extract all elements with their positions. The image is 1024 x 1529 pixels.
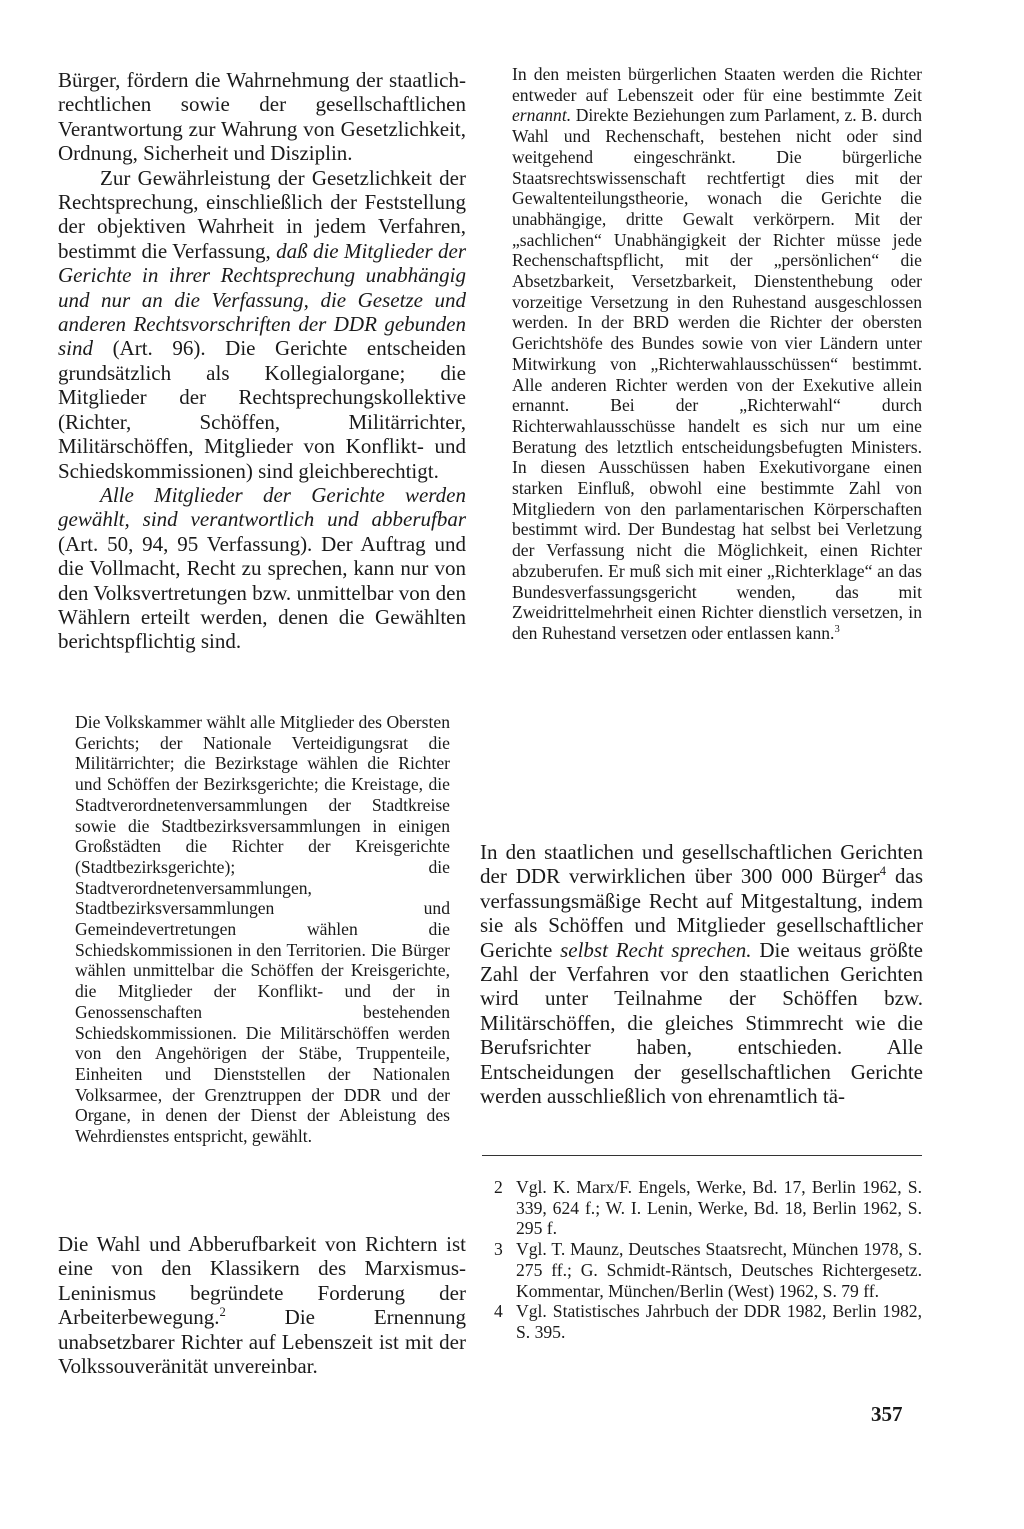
paragraph-ddr-italic: selbst Recht sprechen. (560, 937, 752, 962)
footnote-text: Vgl. T. Maunz, Deutsches Staatsrecht, München 1978, S. 275 ff.; G. Schmidt-Räntsch, Deutsches Richtergesetz. Kommentar, München/Berlin (West) 1962, S. 79 ff. (516, 1239, 922, 1301)
right-column-small-print (512, 64, 922, 644)
footnote-divider (482, 1155, 922, 1156)
footnote-4 (494, 1301, 922, 1342)
small-print-text-a: In den meisten bürgerlichen Staaten werden die Richter entweder auf Lebenszeit oder für eine bestimmte Zeit (512, 64, 922, 105)
paragraph-election-judges (58, 1232, 466, 1378)
paragraph-3-italic: Alle Mitglieder der Gerichte werden gewählt, sind verantwortlich und abberufbar (58, 482, 466, 532)
footnotes (494, 1177, 922, 1343)
left-column-main-text (58, 68, 466, 654)
paragraph-1-text: Bürger, fördern die Wahrnehmung der staatlich-rechtlichen sowie der gesellschaftlichen Verantwortung zur Wahrung von Gesetzlichkeit, Ordnung, Sicherheit und Disziplin. (58, 68, 466, 166)
small-print-italic: ernannt. (512, 105, 572, 126)
footnote-number: 2 (494, 1177, 503, 1197)
footnote-ref-4: 4 (879, 864, 887, 879)
paragraph-1 (58, 68, 466, 166)
left-column-small-print (75, 712, 450, 1147)
page-number: 357 (871, 1402, 903, 1426)
paragraph-2-italic: daß die Mitglieder der Gerichte in ihrer Rechtsprechung unabhängig und nur an die Verfassung, die Gesetze und anderen Rechtsvorschriften der DDR gebunden sind (58, 238, 466, 361)
footnote-ref-3: 3 (834, 624, 840, 636)
small-print-bourgeois-states (512, 64, 922, 644)
paragraph-ddr-text-a: In den staatlichen und gesellschaftlichen Gerichten der DDR verwirklichen über 300 000 Bürger (480, 840, 923, 889)
paragraph-ddr-text-c: Die weitaus größte Zahl der Verfahren vor den staatlichen Gerichten wird unter Teilnahme der Schöffen bzw. Militärschöffen, die gleiches Stimmrecht wie die Berufsrichter haben, entschieden. Alle Entscheidungen der gesellschaftlichen Gerichte werden ausschließlich von ehrenamtlich tä- (480, 937, 923, 1109)
paragraph-election-text-a: Die Wahl und Abberufbarkeit von Richtern ist eine von den Klassikern des Marxismus-Leninismus begründete Forderung der Arbeiterbewegung. (58, 1232, 466, 1330)
left-column-bottom-text (58, 1232, 466, 1378)
small-print-election-text: Die Volkskammer wählt alle Mitglieder des Obersten Gerichts; der Nationale Verteidigungsrat die Militärrichter; die Bezirkstage wählen die Richter und Schöffen der Bezirksgerichte; die Kreistage, die Stadtverordnetenversammlungen der Stadtkreise sowie die Stadtbezirksversammlungen in einigen Großstädten die Richter der Kreisgerichte (Stadtbezirksgerichte); die Stadtverordnetenversammlungen, Stadtbezirksversammlungen und Gemeindevertretungen wählen die Schiedskommissionen in den Territorien. Die Bürger wählen unmittelbar die Schöffen der Kreisgerichte, die Mitglieder der Konflikt- und der in Genossenschaften bestehenden Schiedskommissionen. Die Militärschöffen werden von den Angehörigen der Stäbe, Truppenteile, Einheiten und Dienststellen der Nationalen Volksarmee, der Grenztruppen der DDR und der Organe, in denen der Dienst der Ableistung des Wehrdienstes entspricht, gewählt. (75, 712, 450, 1147)
paragraph-2-text-b: (Art. 96). Die Gerichte entscheiden grundsätzlich als Kollegialorgane; die Mitglieder der Rechtsprechungskollektive (Richter, Schöffen, Militärrichter, Militärschöffen, Mitglieder von Konflikt- und Schiedskommissionen) sind gleichberechtigt. (58, 336, 466, 483)
footnote-ref-2: 2 (219, 1305, 226, 1320)
footnote-text: Vgl. Statistisches Jahrbuch der DDR 1982, Berlin 1982, S. 395. (516, 1301, 922, 1342)
right-column-main-text (480, 840, 923, 1108)
footnote-number: 4 (494, 1301, 503, 1322)
footnote-3 (494, 1239, 922, 1301)
paragraph-ddr-courts (480, 840, 923, 1108)
paragraph-election-text-b: Die Ernennung unabsetzbarer Richter auf Lebenszeit ist mit der Volkssouveränität unvereinbar. (58, 1305, 466, 1379)
paragraph-2 (58, 166, 466, 483)
paragraph-ddr-text-b: das verfassungsmäßige Recht auf Mitgestaltung, indem sie als Schöffen und Mitglieder gesellschaftlicher Gerichte (480, 864, 923, 962)
footnote-text: Vgl. K. Marx/F. Engels, Werke, Bd. 17, Berlin 1962, S. 339, 624 f.; W. I. Lenin, Werke, Bd. 18, Berlin 1962, S. 295 f. (516, 1177, 922, 1239)
small-print-text-b: Direkte Beziehungen zum Parlament, z. B. durch Wahl und Rechenschaft, bestehen nicht oder sind weitgehend eingeschränkt. Die bürgerliche Staatsrechtswissenschaft rechtfertigt dies mit der Gewaltenteilungstheorie, wonach die Gerichte die unabhängige, dritte Gewalt verkörpern. Mit der „sachlichen“ Unabhängigkeit der Richter müsse jede Rechenschaftspflicht, mit der „persönlichen“ die Absetzbarkeit, Versetzbarkeit, Dienstenthebung oder vorzeitige Versetzung in den Ruhestand ausgeschlossen werden. In der BRD werden die Richter der obersten Gerichtshöfe des Bundes sowie von vier Ländern unter Mitwirkung von „Richterwahlausschüssen“ bestimmt. Alle anderen Richter werden von der Exekutive allein ernannt. Bei der „Richterwahl“ durch Richterwahlausschüsse handelt es sich nur um eine Beratung des letztlich entscheidungsbefugten Ministers. In diesen Ausschüssen haben Exekutivorgane einen starken Einfluß, obwohl eine bestimmte Zahl von Mitgliedern von den parlamentarischen Körperschaften bestimmt wird. Der Bundestag hat selbst bei Verletzung der Verfassung nicht die Möglichkeit, einen Richter abzuberufen. Er muß sich mit einer „Richterklage“ an das Bundesverfassungsgericht wenden, das mit Zweidrittelmehrheit einen Richter dienstlich versetzen, in den Ruhestand versetzen oder entlassen kann. (512, 105, 922, 643)
footnote-number: 3 (494, 1239, 503, 1260)
paragraph-3-text: (Art. 50, 94, 95 Verfassung). Der Auftrag und die Vollmacht, Recht zu sprechen, kann nur von den Volksvertretungen bzw. unmittelbar von den Wählern erteilt werden, denen die Gewählten berichtspflichtig sind. (58, 531, 466, 654)
paragraph-3 (58, 483, 466, 654)
footnote-2 (494, 1177, 922, 1239)
paragraph-2-text-a: Zur Gewährleistung der Gesetzlichkeit der Rechtsprechung, einschließlich der Feststellung der objektiven Wahrheit in jedem Verfahren, bestimmt die Verfassung, (58, 165, 466, 263)
